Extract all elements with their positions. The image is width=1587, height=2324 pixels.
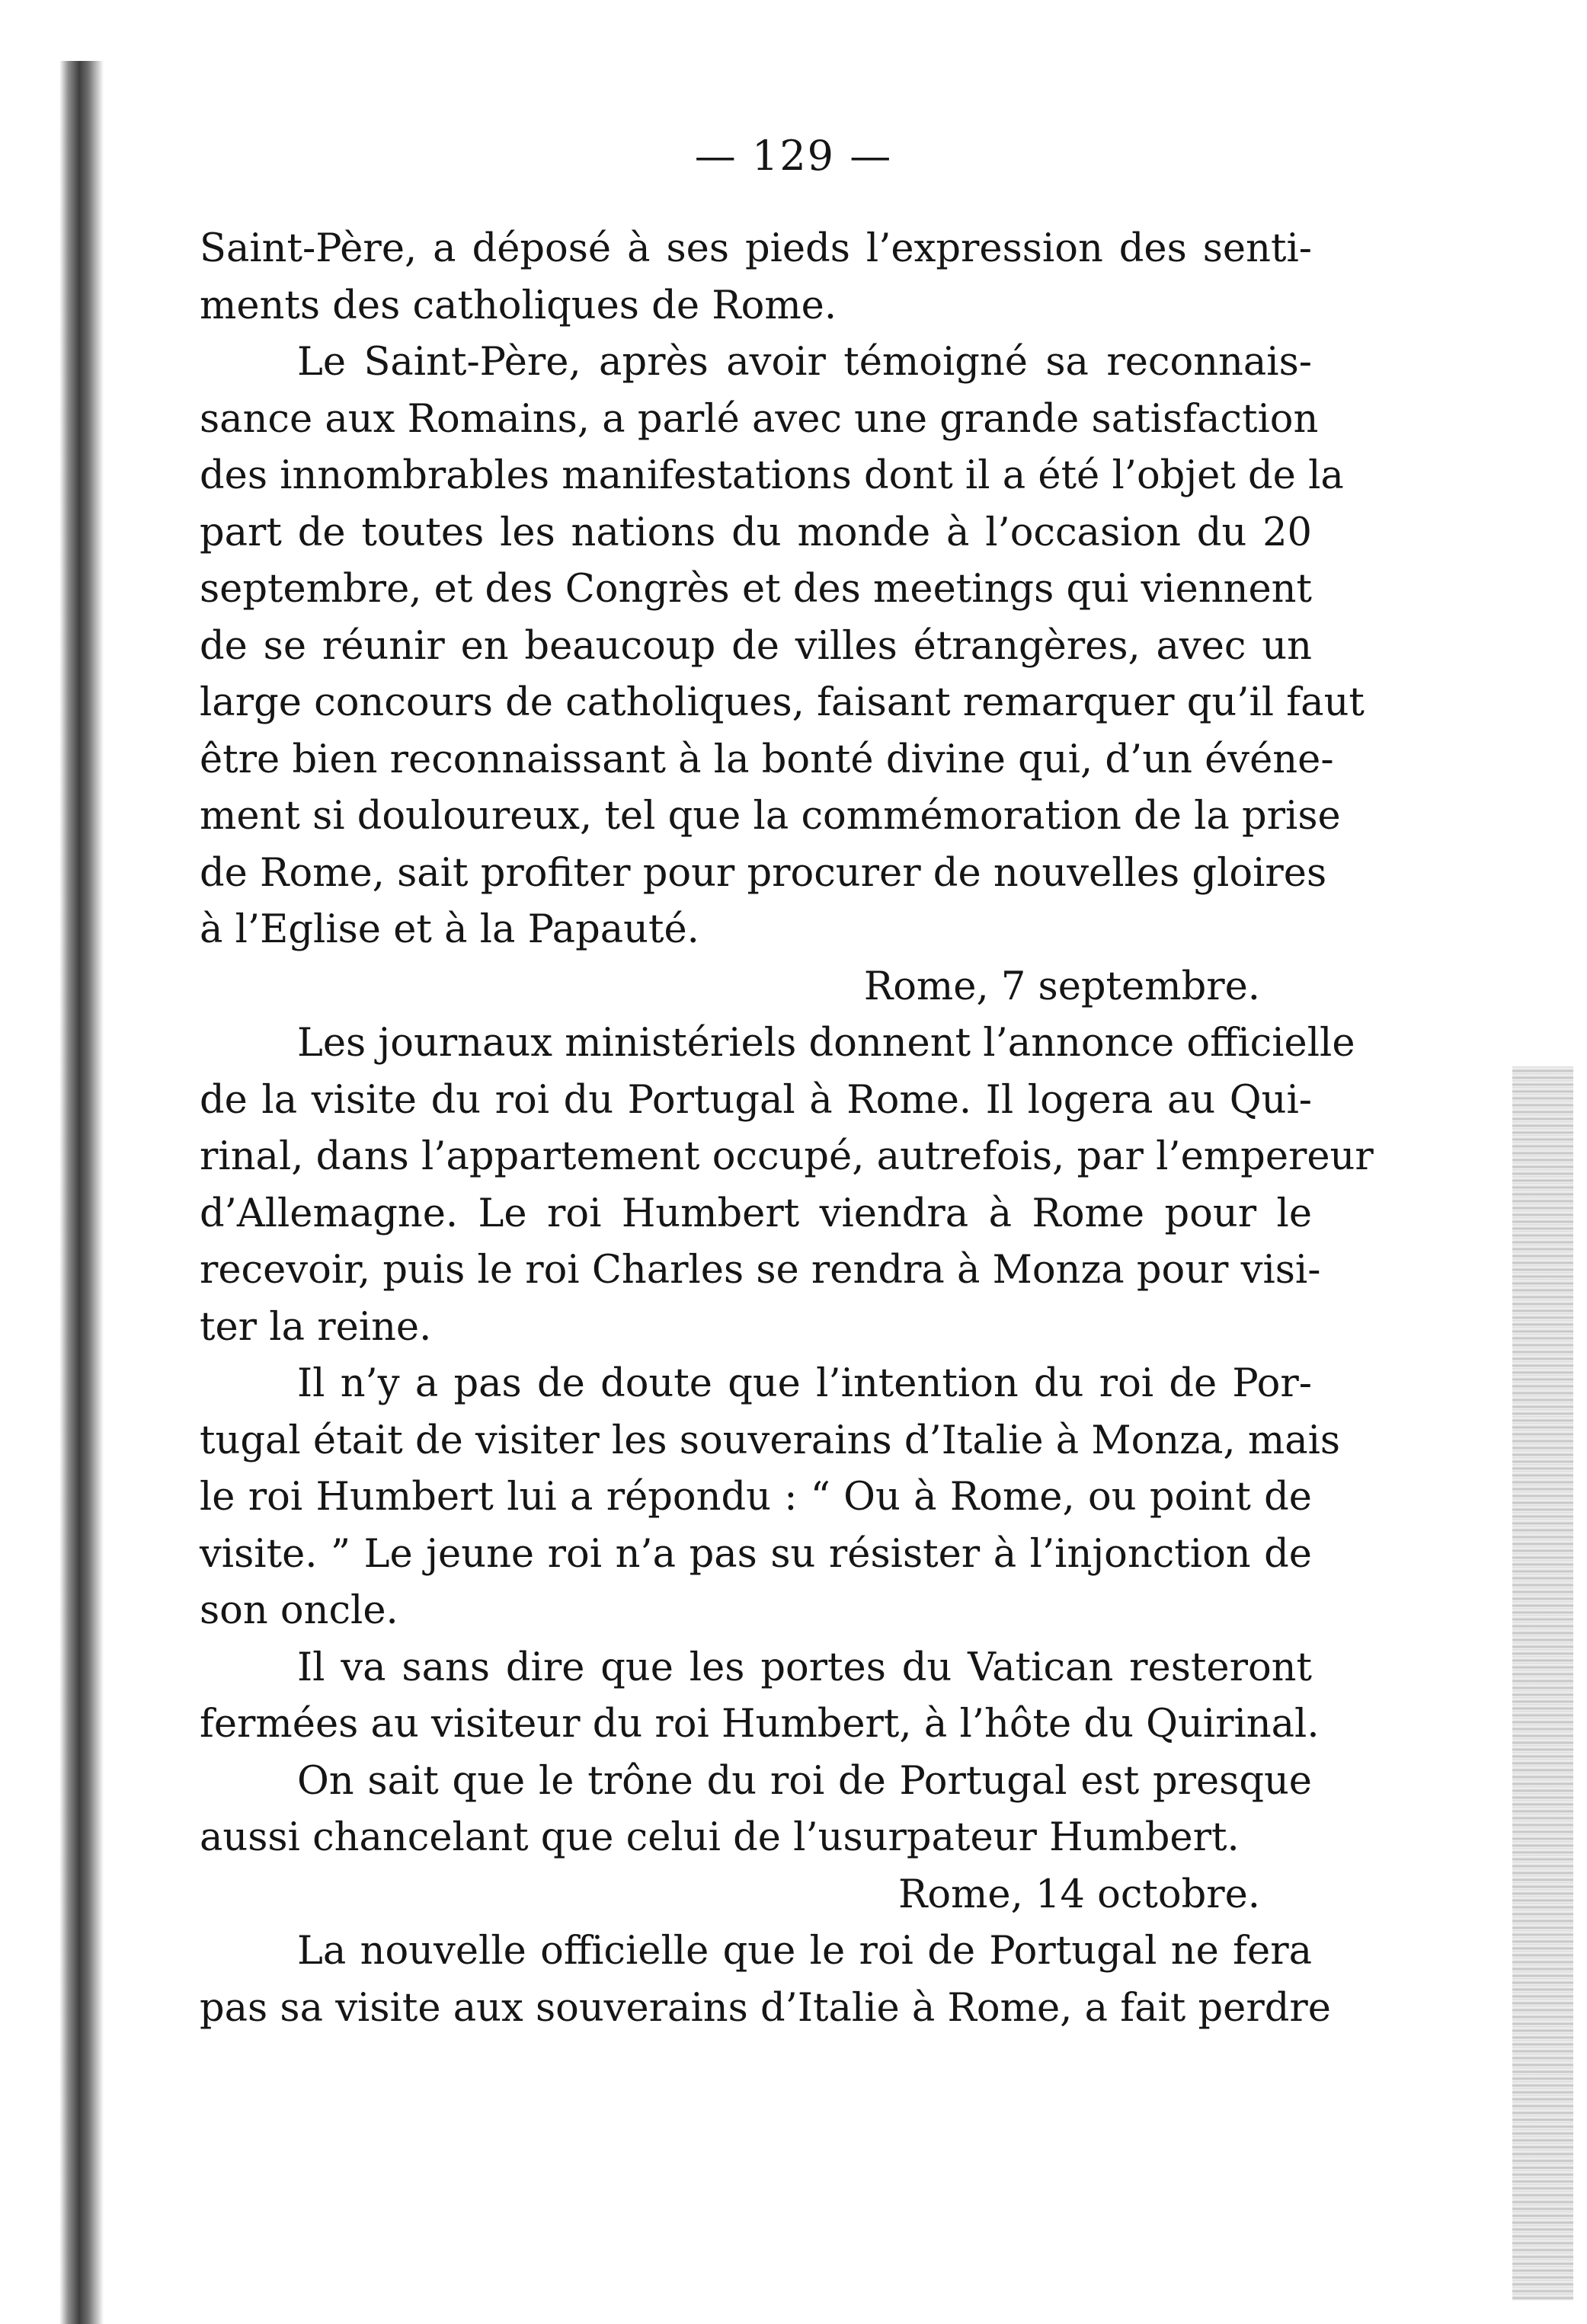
- text-line: d’Allemagne. Le roi Humbert viendra à Rome pour le: [200, 1191, 1312, 1236]
- text-line: ments des catholiques de Rome.: [200, 283, 837, 328]
- dateline: Rome, 14 octobre.: [897, 1872, 1260, 1917]
- text-line: large concours de catholiques, faisant remarquer qu’il faut: [200, 680, 1365, 725]
- text-line: ment si douloureux, tel que la commémoration de la prise: [200, 794, 1341, 839]
- text-line: Saint-Père, a déposé à ses pieds l’expression des senti-: [200, 226, 1312, 271]
- text-line: fermées au visiteur du roi Humbert, à l’hôte du Quirinal.: [200, 1702, 1320, 1747]
- text-line: Les journaux ministériels donnent l’annonce officielle: [297, 1021, 1355, 1066]
- page-number: — 129 —: [694, 132, 893, 180]
- text-line: de Rome, sait profiter pour procurer de nouvelles gloires: [200, 850, 1327, 896]
- text-line: pas sa visite aux souverains d’Italie à Rome, a fait perdre: [200, 1985, 1331, 2031]
- text-line: visite. ” Le jeune roi n’a pas su résister à l’injonction de: [200, 1531, 1312, 1577]
- text-line: recevoir, puis le roi Charles se rendra à Monza pour visi-: [200, 1248, 1321, 1293]
- text-line: son oncle.: [200, 1588, 398, 1633]
- text-line: ter la reine.: [200, 1304, 432, 1350]
- text-line: aussi chancelant que celui de l’usurpateur Humbert.: [200, 1815, 1240, 1860]
- text-line: On sait que le trône du roi de Portugal est presque: [297, 1758, 1312, 1804]
- text-line: part de toutes les nations du monde à l’occasion du 20: [200, 510, 1312, 555]
- text-line: à l’Eglise et à la Papauté.: [200, 907, 699, 952]
- text-line: le roi Humbert lui a répondu : “ Ou à Rome, ou point de: [200, 1475, 1312, 1520]
- text-line: de la visite du roi du Portugal à Rome. Il logera au Qui-: [200, 1077, 1312, 1123]
- text-line: sance aux Romains, a parlé avec une grande satisfaction: [200, 396, 1319, 442]
- text-line: tugal était de visiter les souverains d’Italie à Monza, mais: [200, 1418, 1341, 1463]
- text-line: de se réunir en beaucoup de villes étrangères, avec un: [200, 623, 1312, 669]
- text-line: septembre, et des Congrès et des meetings qui viennent: [200, 567, 1312, 612]
- text-line: être bien reconnaissant à la bonté divine qui, d’un événe-: [200, 737, 1334, 782]
- text-line: rinal, dans l’appartement occupé, autrefois, par l’empereur: [200, 1134, 1374, 1179]
- binding-shadow: [59, 61, 104, 2324]
- body-text: [200, 221, 1374, 2037]
- text-line: La nouvelle officielle que le roi de Portugal ne fera: [297, 1929, 1312, 1974]
- text-line: Il va sans dire que les portes du Vatican resteront: [297, 1645, 1312, 1690]
- text-line: des innombrables manifestations dont il a été l’objet de la: [200, 453, 1344, 498]
- text-line: Le Saint-Père, après avoir témoigné sa reconnais-: [297, 340, 1312, 385]
- scan-bleed-strip: [1512, 1066, 1573, 2300]
- text-line: Il n’y a pas de doute que l’intention du roi de Por-: [297, 1361, 1312, 1406]
- dateline: Rome, 7 septembre.: [863, 964, 1260, 1009]
